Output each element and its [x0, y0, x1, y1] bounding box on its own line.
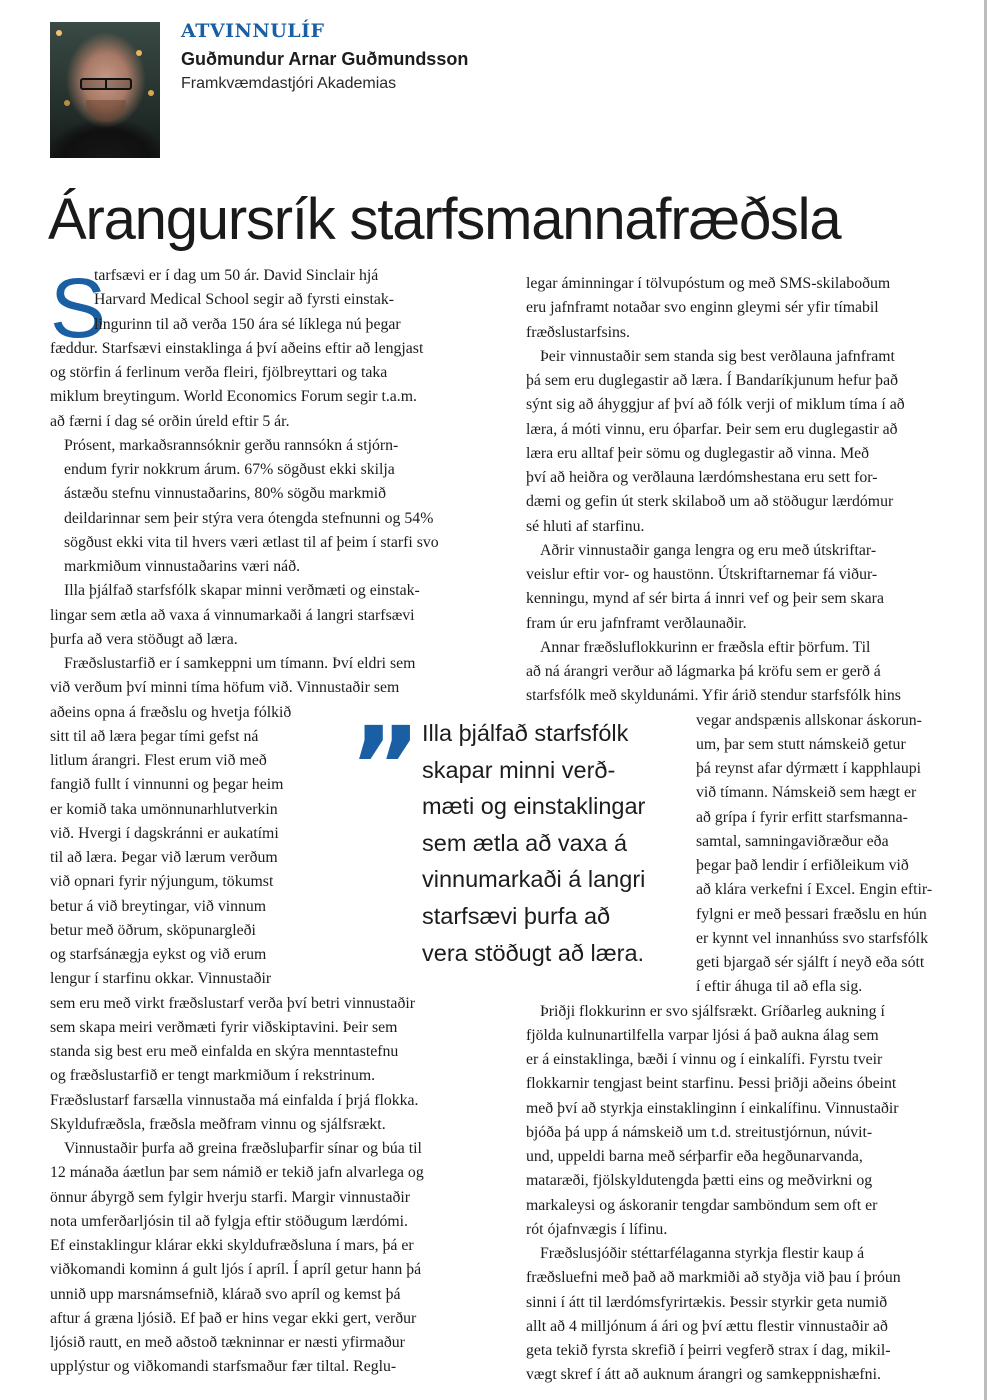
body-text-line: Fræðslustarf farsællа vinnustaða má einfalda í þrjá flokka.	[50, 1091, 419, 1109]
pull-quote-line: skapar minni verð-	[422, 756, 616, 783]
body-text-line: geta tekið fyrsta skrefið í þeirri vegferð strax í dag, mikil-	[526, 1342, 891, 1359]
section-label: ATVINNULÍF	[181, 20, 325, 42]
body-text-line: og fræðslustarfið er tengt markmiðum í rekstrinum.	[50, 1067, 376, 1085]
headline: Árangursrík starfsmannafræðsla	[48, 187, 841, 252]
body-text-line: fræðslustarfsins.	[526, 323, 630, 341]
body-text-line: er komið taka umönnunarhlutverkin	[50, 800, 278, 818]
body-text-line: að klára verkefni í Excel. Engin eftir-	[696, 881, 933, 899]
body-text-line: sinni í átt til lærdómsfyrirtækis. Þessir styrkir geta numið	[526, 1293, 888, 1311]
body-text-line: Illa þjálfað starfsfólk skapar minni verðmæti og einstak-	[64, 582, 420, 600]
body-text-line: fangið fullt í vinnunni og þegar heim	[50, 776, 284, 794]
body-text-line: sögðust ekki vita til hvers væri ætlast til af þeim í starfi svo	[64, 533, 439, 551]
body-text-line: miklum breytingum. World Economics Forum segir t.a.m.	[50, 388, 417, 406]
body-text-line: önnur ábyrgð sem fylgir hverju starfi. Margir vinnustaðir	[50, 1188, 411, 1206]
body-text-line: geti bjargað sér sjálft í neyð eða sótt	[696, 954, 925, 971]
body-text-line: er á einstaklinga, bæði í vinnu og í einkalífi. Fyrstu tveir	[526, 1051, 883, 1068]
body-text-line: við tímann. Námskeið sem hægt er	[696, 784, 917, 802]
body-text-line: sitt til að læra þegar tími gefst ná	[50, 727, 259, 745]
body-text-line: læra eru alltaf þeir sömu og duglegastir að vinna. Með	[526, 444, 870, 462]
body-text-line: Fræðslustarfið er í samkeppni um tímann. Því eldri sem	[64, 655, 416, 672]
body-text-line: sem eru með virkt fræðslustarf verða því betri vinnustaðir	[50, 994, 415, 1012]
body-text-line: lingurinn til að verða 150 ára sé líklega nú þegar	[94, 315, 401, 333]
body-text-line: betur á við breytingar, við vinnum	[50, 897, 267, 915]
body-text-line: Skyldufræðsla, fræðsla meðfram vinnu og sjálfsrækt.	[50, 1115, 386, 1133]
body-text-line: dæmi og gefin út sterk skilaboð um að stöðugur lærdómur	[526, 493, 894, 511]
author-title: Framkvæmdastjóri Akademias	[181, 75, 397, 92]
body-text-line: tarfsævi er í dag um 50 ár. David Sinclair hjá	[94, 267, 379, 284]
body-text-line: við. Hvergi í dagskránni er aukatími	[50, 824, 279, 842]
body-text-line: Þriðji flokkurinn er svo sjálfsrækt. Gríðarleg aukning í	[540, 1002, 885, 1020]
body-text-line: þá reynst afar dýrmætt í kapphlaupi	[696, 760, 922, 777]
body-text-line: við opnari fyrir nýjungum, tökumst	[50, 873, 274, 891]
body-text-line: deildarinnar sem þeir stýra vera ótengda stefnunni og 54%	[64, 509, 434, 527]
body-text-line: standa sig best eru með einfalda en skýra menntastefnu	[50, 1043, 399, 1060]
body-text-line: vegar andspænis allskonar áskorun-	[696, 711, 922, 729]
body-text-line: fylgni er með þessari fræðslu en hún	[696, 905, 927, 923]
body-text-line: Prósent, markaðsrannsóknir gerðu rannsókn á stjórn-	[64, 436, 399, 454]
body-text-line: fjölda kulnunartilfella varpar ljósi á það aukna álag sem	[526, 1026, 879, 1044]
body-text-line: ástæðu stefnu vinnustaðarins, 80% sögðu markmið	[64, 485, 387, 503]
body-text-line: nota umferðarljósin til að fylgja eftir stöðugum lærdómi.	[50, 1212, 408, 1230]
body-text-line: sem skapa meiri verðmæti fyrir viðskiptavini. Þeir sem	[50, 1018, 398, 1036]
body-text-line: flokkarnir tengjast beint starfinu. Þessi þriðji aðeins óbeint	[526, 1075, 897, 1093]
body-text-line: upplýstur og viðkomandi starfsmaður fær tiltal. Reglu-	[50, 1358, 397, 1376]
body-text-line: við verðum því minni tíma höfum við. Vinnustaðir sem	[50, 679, 400, 697]
body-text-line: samtal, samningaviðræður eða	[696, 832, 889, 850]
body-text-line: endum fyrir nokkrum árum. 67% sögðust ekki skilja	[64, 461, 395, 478]
body-text-line: Þeir vinnustaðir sem standa sig best verðlauna jafnframt	[540, 347, 895, 365]
body-text-line: því að heiðra og verðlauna lærdómshestana eru sett for-	[526, 469, 878, 486]
body-text-line: þegar það lendir í erfiðleikum við	[696, 857, 909, 874]
body-text-line: und, uppeldi barna með sérþarfir eða hegðunarvanda,	[526, 1148, 863, 1165]
body-text-line: veislur eftir vor- og haustönn. Útskriftarnemar fá viður-	[526, 566, 878, 583]
body-text-line: Vinnustaðir þurfa að greina fræðsluþarfir sínar og búa til	[64, 1140, 422, 1157]
body-text-line: lingar sem ætla að vaxa á vinnumarkaði á langri starfsævi	[50, 606, 415, 624]
body-text-line: og starfsánægja eykst og við erum	[50, 946, 267, 963]
pull-quote-line: vinnumarkaði á langri	[422, 866, 646, 893]
body-text-line: mataræði, fjölskyldutengda þætti eins og meðvirkni og	[526, 1172, 873, 1190]
pull-quote-line: mæti og einstaklingar	[422, 793, 646, 820]
body-text-line: lengur í starfinu okkar. Vinnustaðir	[50, 970, 272, 988]
body-text-line: Annar fræðsluflokkurinn er fræðsla eftir þörfum. Til	[540, 638, 871, 656]
body-text-line: allt að 4 milljónum á ári og því ættu flestir vinnustaðir að	[526, 1317, 888, 1335]
body-text-line: er kynnt vel innanhúss svo starfsfólk	[696, 929, 929, 947]
body-text-line: fræðsluefni með það að markmiði að styðja við þau í þróun	[526, 1269, 901, 1287]
body-text-line: um, þar sem stutt námskeið getur	[696, 735, 906, 753]
body-text-line: fram úr eru jafnframt verðlaunaðir.	[526, 614, 747, 632]
body-text-line: fæddur. Starfsævi einstaklinga á því aðeins eftir að lengjast	[50, 339, 424, 357]
body-text-line: 12 mánaða áætlun þar sem námið er tekið jafn alvarlega og	[50, 1164, 424, 1182]
body-text-line: markaleysi og áskoranir tengdar samböndum sem oft er	[526, 1196, 878, 1214]
quote-mark-icon: ”	[349, 703, 422, 831]
body-text-line: með því að styrkja einstaklinginn í einkalífinu. Vinnustaðir	[526, 1099, 899, 1117]
pull-quote-line: starfsævi þurfa að	[422, 903, 611, 929]
body-text-line: til að læra. Þegar við lærum verðum	[50, 849, 278, 866]
body-text-line: Aðrir vinnustaðir ganga lengra og eru með útskriftar-	[540, 541, 877, 559]
body-text-line: þurfa að vera stöðugt að læra.	[50, 630, 238, 648]
body-text-line: læra, á móti vinnu, eru óþarfar. Þeir sem eru duglegastir að	[526, 420, 898, 438]
body-text-line: legar áminningar í tölvupóstum og með SMS-skilaboðum	[526, 275, 891, 292]
body-text-line: bjóða þá upp á námskeið um t.d. streitustjórnun, núvit-	[526, 1123, 873, 1141]
body-text-line: að grípa í fyrir erfitt starfsmanna-	[696, 808, 908, 826]
pull-quote-line: sem ætla að vaxa á	[422, 829, 628, 856]
body-text-line: betur með öðrum, sköpunargleði	[50, 921, 256, 939]
pull-quote-line: Illa þjálfað starfsfólk	[422, 720, 629, 746]
body-text-line: rót ójafnvægis í lífinu.	[526, 1220, 668, 1238]
body-text-line: unnið upp marsnámsefnið, klárað svo apríl og kemst þá	[50, 1285, 401, 1303]
body-text-line: að færni í dag sé orðin úreld eftir 5 ár.	[50, 412, 290, 430]
author-name: Guðmundur Arnar Guðmundsson	[181, 49, 469, 69]
body-text-line: og störfin á ferlinum verða fleiri, fjölbreyttari og taka	[50, 364, 388, 381]
body-text-line: kenningu, mynd af sér birta á innri vef og þeir sem skara	[526, 590, 884, 608]
body-text-line: markmiðum vinnustaðarins væri náð.	[64, 558, 301, 575]
body-text-line: vægt skref í átt að auknum árangri og samkeppnishæfni.	[526, 1366, 881, 1384]
body-text-line: í eftir áhuga til að efla sig.	[696, 978, 863, 996]
body-text-line: sé hluti af starfinu.	[526, 517, 645, 535]
body-text-line: aðeins opna á fræðslu og hvetja fólkið	[50, 703, 292, 721]
body-text-line: viðkomandi kominn á gult ljós í apríl. Í apríl getur hann þá	[50, 1261, 422, 1279]
drop-cap: S	[50, 261, 107, 355]
body-text-line: starfsfólk með skyldunámi. Yfir árið stendur starfsfólk hins	[526, 687, 901, 705]
body-text-line: litlum árangri. Flest erum við með	[50, 752, 267, 769]
body-text-line: sýnt sig að áhyggjur af því að fólk verji of miklum tíma í að	[526, 396, 905, 414]
body-text-line: að ná árangri verður að lágmarka þá kröfu sem er gerð á	[526, 663, 881, 680]
body-text-line: Ef einstaklingur klárar ekki skyldufræðsluna í mars, þá er	[50, 1237, 414, 1254]
body-text-line: aftur á græna ljósið. Ef það er hins vegar ekki gert, verður	[50, 1309, 417, 1327]
pull-quote-line: vera stöðugt að læra.	[422, 939, 645, 966]
body-text-line: eru jafnframt notaðar svo enginn gleymi sér yfir tímabil	[526, 299, 879, 317]
body-text-line: ljósið rautt, en með aðstoð tækninnar er næsti yfirmaður	[50, 1334, 405, 1351]
author-photo	[50, 22, 160, 158]
body-text-line: Fræðslusjóðir stéttarfélaganna styrkja flestir kaup á	[540, 1245, 865, 1262]
body-text-line: Harvard Medical School segir að fyrsti einstak-	[94, 291, 395, 309]
body-text-line: þá sem eru duglegastir að læra. Í Bandaríkjunum hefur það	[526, 372, 898, 389]
